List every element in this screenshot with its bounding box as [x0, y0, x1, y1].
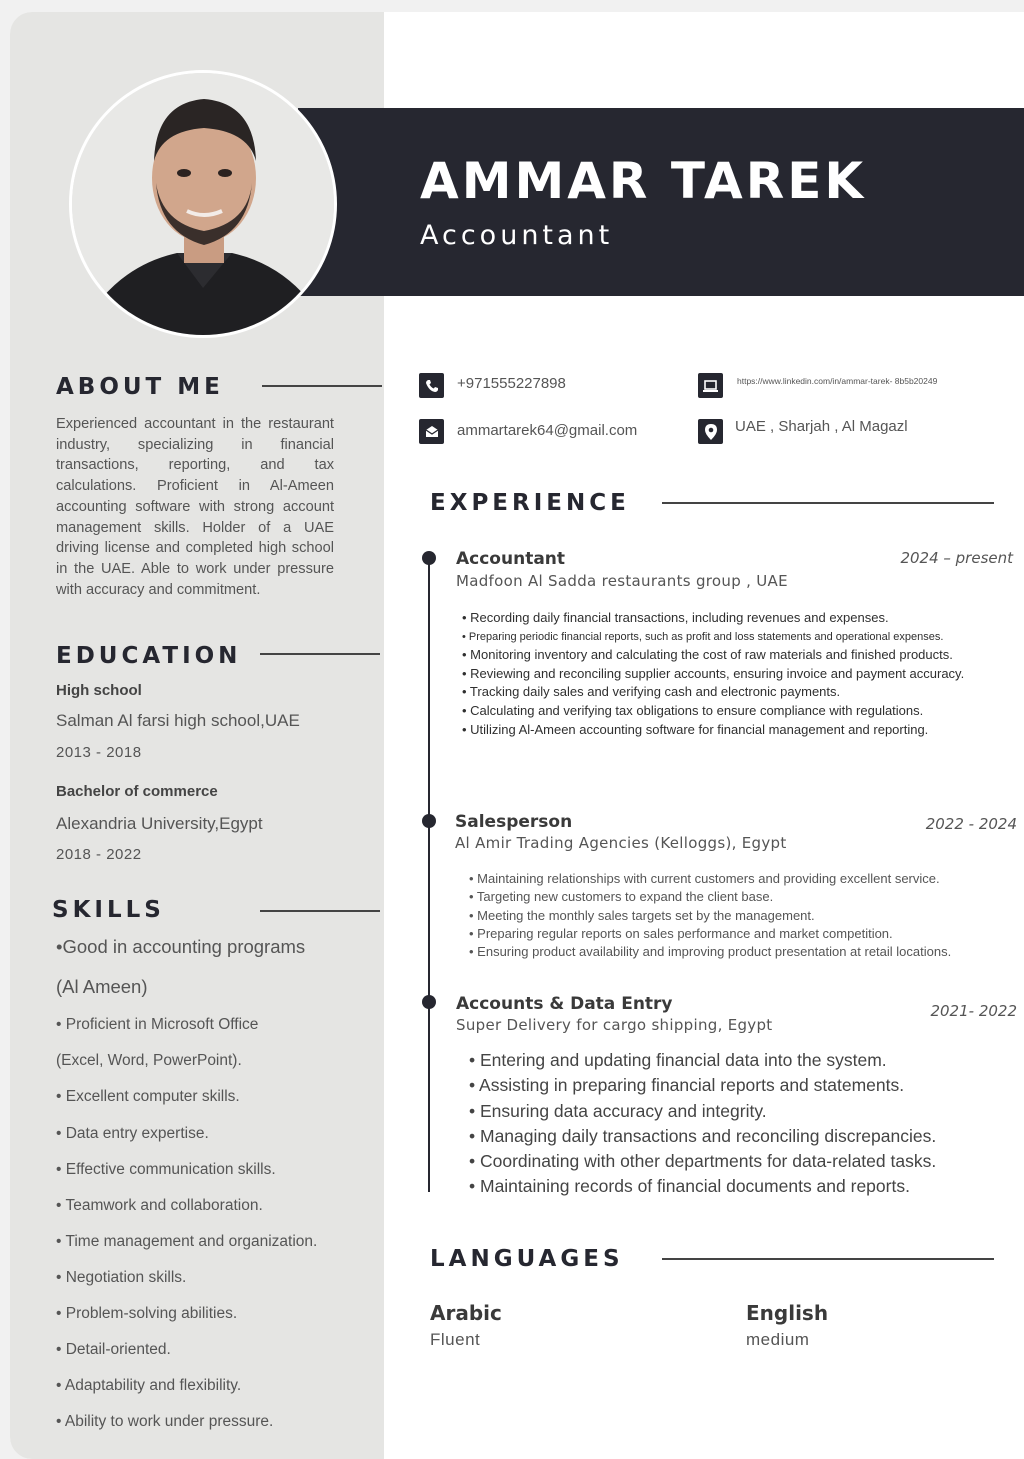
laptop-icon — [698, 373, 723, 398]
job-bullet: • Assisting in preparing financial reports and statements. — [469, 1075, 905, 1096]
location-text: UAE , Sharjah , Al Magazl — [735, 418, 908, 435]
timeline-dot — [422, 814, 436, 828]
linkedin-text[interactable]: https://www.linkedin.com/in/ammar-tarek- 8b5b20249 — [737, 376, 938, 386]
timeline-dot — [422, 995, 436, 1009]
job-date: 2024 – present — [900, 549, 1013, 567]
job-bullet: • Entering and updating financial data into the system. — [469, 1050, 887, 1070]
languages-rule — [662, 1258, 994, 1260]
about-heading: ABOUT ME — [56, 374, 224, 400]
language-level: Fluent — [430, 1330, 481, 1349]
education-years: 2018 - 2022 — [56, 846, 142, 863]
skill-item: • Teamwork and collaboration. — [56, 1197, 263, 1214]
job-date: 2021- 2022 — [930, 1002, 1017, 1020]
job-bullet: • Targeting new customers to expand the client base. — [469, 889, 774, 905]
education-rule — [260, 653, 380, 655]
job-bullet: • Ensuring product availability and improving product presentation at retail locations. — [469, 944, 952, 960]
skill-item: • Adaptability and flexibility. — [56, 1377, 242, 1394]
job-title: Accounts & Data Entry — [456, 994, 673, 1014]
job-company: Al Amir Trading Agencies (Kelloggs), Egypt — [455, 834, 787, 852]
job-bullet: • Coordinating with other departments for data-related tasks. — [469, 1151, 937, 1172]
about-text: Experienced accountant in the restaurant industry, specializing in financial transactions, reporting, and tax calculations. Proficient in Al-Ameen accounting software with strong account management skills. Holder of a UAE driving license and completed high school in the UAE. Able to work under pressure with accuracy and commitment. — [56, 416, 334, 598]
job-company: Madfoon Al Sadda restaurants group , UAE — [456, 572, 788, 590]
job-title: Accountant — [456, 549, 566, 569]
skill-item: (Al Ameen) — [56, 976, 148, 997]
job-bullet: • Maintaining relationships with current customers and providing excellent service. — [469, 871, 940, 886]
job-date: 2022 - 2024 — [925, 815, 1017, 833]
skill-item: • Proficient in Microsoft Office — [56, 1016, 259, 1033]
job-bullet: • Preparing periodic financial reports, such as profit and loss statements and operational expenses. — [462, 630, 944, 643]
job-bullet: • Recording daily financial transactions, including revenues and expenses. — [462, 610, 889, 625]
job-bullets — [469, 870, 951, 961]
job-company: Super Delivery for cargo shipping, Egypt — [456, 1016, 773, 1034]
experience-rule — [662, 502, 994, 504]
skill-item: (Excel, Word, PowerPoint). — [56, 1052, 242, 1069]
profile-photo — [69, 70, 337, 338]
languages-heading: LANGUAGES — [430, 1246, 624, 1272]
skill-item: • Problem-solving abilities. — [56, 1305, 238, 1322]
skill-item: • Detail-oriented. — [56, 1341, 171, 1358]
education-school: Alexandria University,Egypt — [56, 814, 263, 833]
job-bullet: • Tracking daily sales and verifying cash and electronic payments. — [462, 684, 841, 700]
job-title: Salesperson — [455, 812, 573, 832]
language-level: medium — [746, 1330, 810, 1349]
skill-item: • Excellent computer skills. — [56, 1088, 240, 1105]
education-school: Salman Al farsi high school,UAE — [56, 711, 300, 730]
phone-icon — [419, 373, 444, 398]
job-bullet: • Maintaining records of financial documents and reports. — [469, 1176, 910, 1197]
skill-item: •Good in accounting programs — [56, 936, 306, 957]
job-bullet: • Calculating and verifying tax obligations to ensure compliance with regulations. — [462, 702, 924, 718]
language-name: English — [746, 1301, 829, 1325]
timeline-dot — [422, 551, 436, 565]
skill-item: • Ability to work under pressure. — [56, 1413, 274, 1430]
job-bullet: • Reviewing and reconciling supplier accounts, ensuring invoice and payment accuracy. — [462, 665, 965, 681]
education-heading: EDUCATION — [56, 643, 242, 669]
job-bullet: • Ensuring data accuracy and integrity. — [469, 1100, 767, 1121]
education-degree: High school — [56, 682, 142, 699]
person-name: AMMAR TAREK — [420, 152, 867, 210]
map-pin-icon — [698, 419, 723, 444]
about-rule — [262, 385, 382, 387]
education-degree: Bachelor of commerce — [56, 783, 218, 800]
job-bullet: • Monitoring inventory and calculating the cost of raw materials and finished products. — [462, 647, 953, 663]
experience-timeline — [428, 560, 430, 1192]
job-bullets — [469, 1048, 936, 1200]
skills-heading: SKILLS — [52, 897, 165, 923]
language-name: Arabic — [430, 1301, 502, 1325]
job-bullet: • Preparing regular reports on sales performance and market competition. — [469, 925, 893, 941]
experience-heading: EXPERIENCE — [430, 490, 630, 516]
skill-item: • Time management and organization. — [56, 1233, 318, 1250]
skill-item: • Data entry expertise. — [56, 1125, 209, 1142]
job-bullets — [462, 609, 964, 739]
skills-rule — [260, 910, 380, 912]
job-title-header: Accountant — [420, 220, 614, 251]
resume-page — [10, 12, 1024, 1459]
job-bullet: • Utilizing Al-Ameen accounting software for financial management and reporting. — [462, 721, 929, 737]
phone-text[interactable]: +971555227898 — [457, 375, 566, 392]
job-bullet: • Meeting the monthly sales targets set by the management. — [469, 907, 815, 923]
education-years: 2013 - 2018 — [56, 744, 142, 761]
skill-item: • Effective communication skills. — [56, 1161, 276, 1178]
job-bullet: • Managing daily transactions and reconciling discrepancies. — [469, 1125, 937, 1146]
envelope-icon — [419, 419, 444, 444]
email-text[interactable]: ammartarek64@gmail.com — [457, 422, 638, 439]
skill-item: • Negotiation skills. — [56, 1269, 187, 1286]
